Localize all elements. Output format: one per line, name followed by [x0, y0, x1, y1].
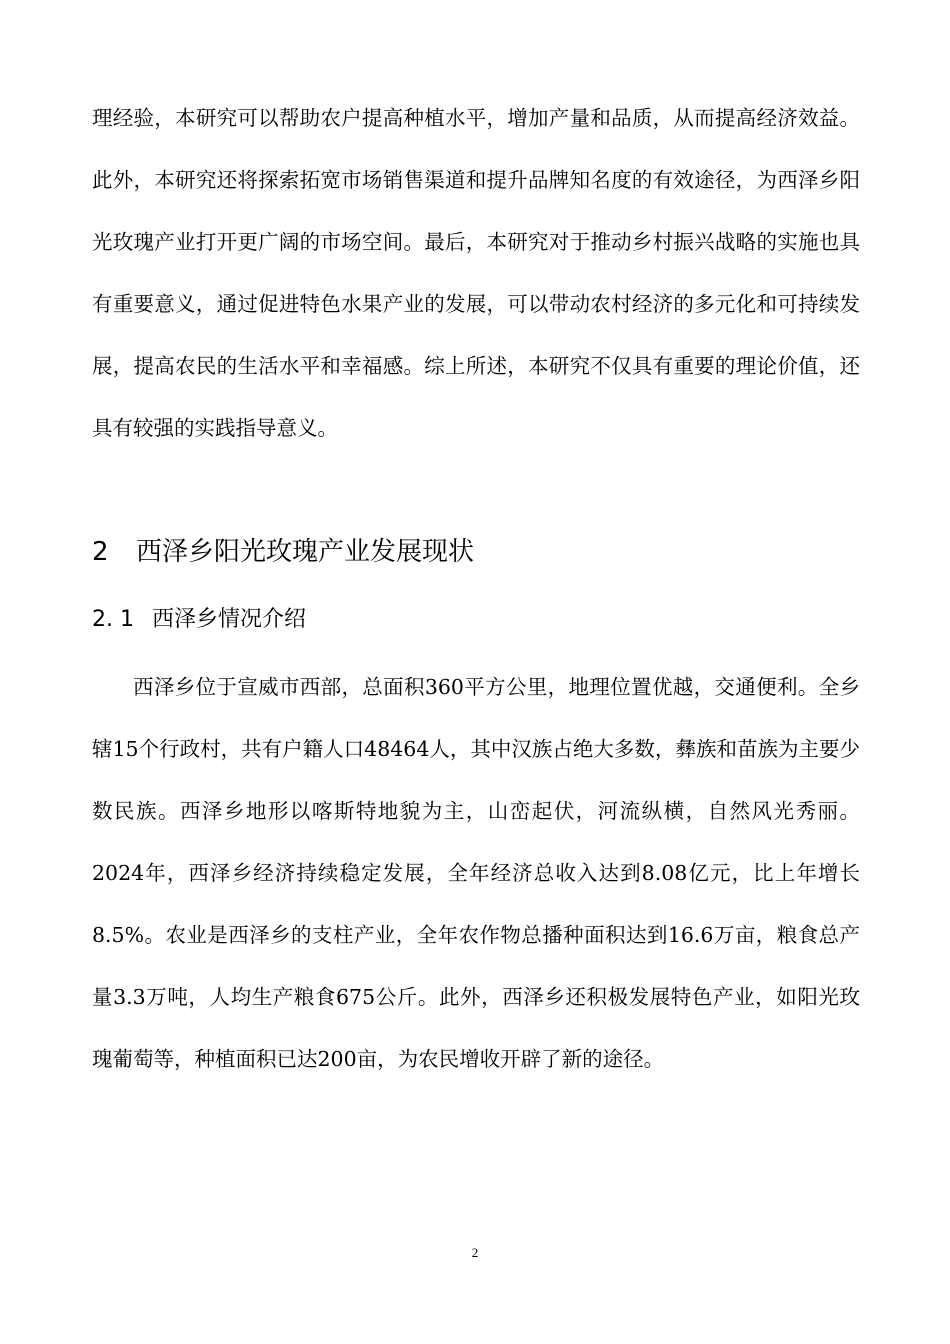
- subsection-heading: [92, 600, 306, 640]
- paragraph-xize-introduction: 西泽乡位于宣威市西部，总面积360平方公里，地理位置优越，交通便利。全乡辖15个行政村，共有户籍人口48464人，其中汉族占绝大多数，彝族和苗族为主要少数民族。西泽乡地形以喀斯特地貌为主，山峦起伏，河流纵横，自然风光秀丽。2024年，西泽乡经济持续稳定发展，全年经济总收入达到8.08亿元，比上年增长8.5%。农业是西泽乡的支柱产业，全年农作物总播种面积达到16.6万亩，粮食总产量3.3万吨，人均生产粮食675公斤。此外，西泽乡还积极发展特色产业，如阳光玫瑰葡萄等，种植面积已达200亩，为农民增收开辟了新的途径。: [92, 675, 860, 1071]
- section-title: 西泽乡阳光玫瑰产业发展现状: [136, 537, 475, 567]
- subsection-number: 2. 1: [92, 607, 134, 632]
- section-heading: [92, 530, 474, 574]
- page-number: 2: [471, 1245, 479, 1260]
- subsection-title: 西泽乡情况介绍: [152, 607, 307, 632]
- paragraph-research-significance: 理经验，本研究可以帮助农户提高种植水平，增加产量和品质，从而提高经济效益。此外，本研究还将探索拓宽市场销售渠道和提升品牌知名度的有效途径，为西泽乡阳光玫瑰产业打开更广阔的市场空间。最后，本研究对于推动乡村振兴战略的实施也具有重要意义，通过促进特色水果产业的发展，可以带动农村经济的多元化和可持续发展，提高农民的生活水平和幸福感。综上所述，本研究不仅具有重要的理论价值，还具有较强的实践指导意义。: [92, 106, 860, 440]
- section-number: 2: [92, 537, 109, 567]
